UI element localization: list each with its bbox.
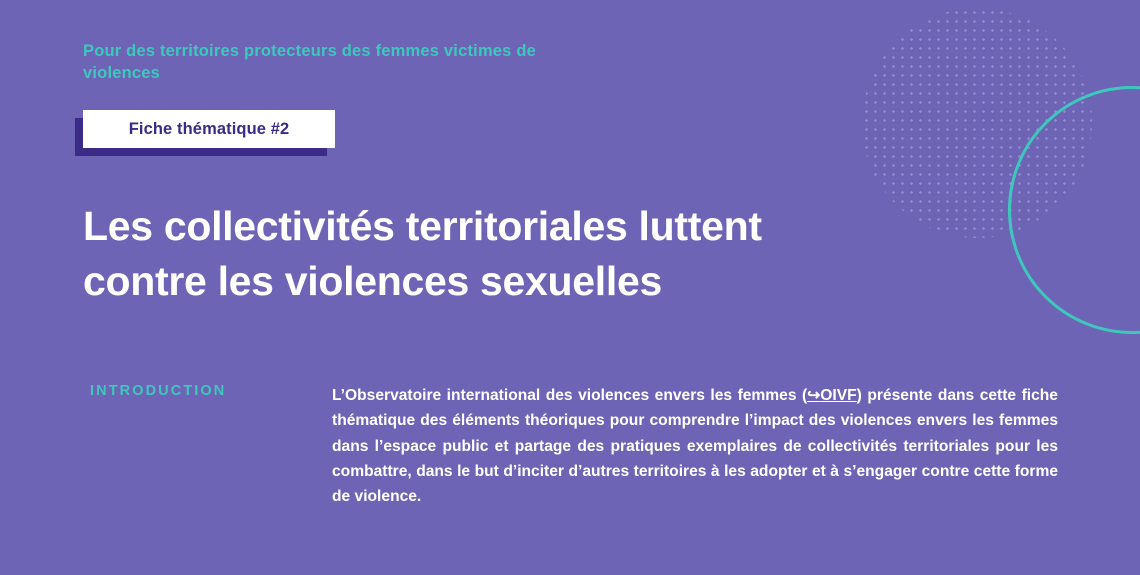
link-arrow-icon: ↪ — [807, 387, 821, 404]
badge-box — [83, 110, 335, 148]
page-title: Les collectivités territoriales luttent contre les violences sexuelles — [83, 203, 762, 304]
intro-text-after-link: ) présente dans cette fiche thématique des éléments théoriques pour comprendre l’impact des violences envers les femmes dans l’espace public et partage des pratiques exemplaires de collectivités territoriales pour les combattre, dans le but d’inciter d’autres territoires à les adopter et à s’engager contre cette forme de violence. — [332, 387, 1058, 505]
oivf-link-label: OIVF — [820, 387, 857, 404]
eyebrow-text: Pour des territoires protecteurs des femmes victimes de violences — [83, 42, 537, 83]
intro-paragraph — [332, 383, 1058, 509]
intro-section-label: INTRODUCTION — [90, 383, 227, 399]
badge-label: Fiche thématique #2 — [128, 119, 290, 138]
oivf-link[interactable] — [807, 387, 856, 404]
intro-text-before-link: L’Observatoire international des violences envers les femmes ( — [332, 387, 808, 404]
